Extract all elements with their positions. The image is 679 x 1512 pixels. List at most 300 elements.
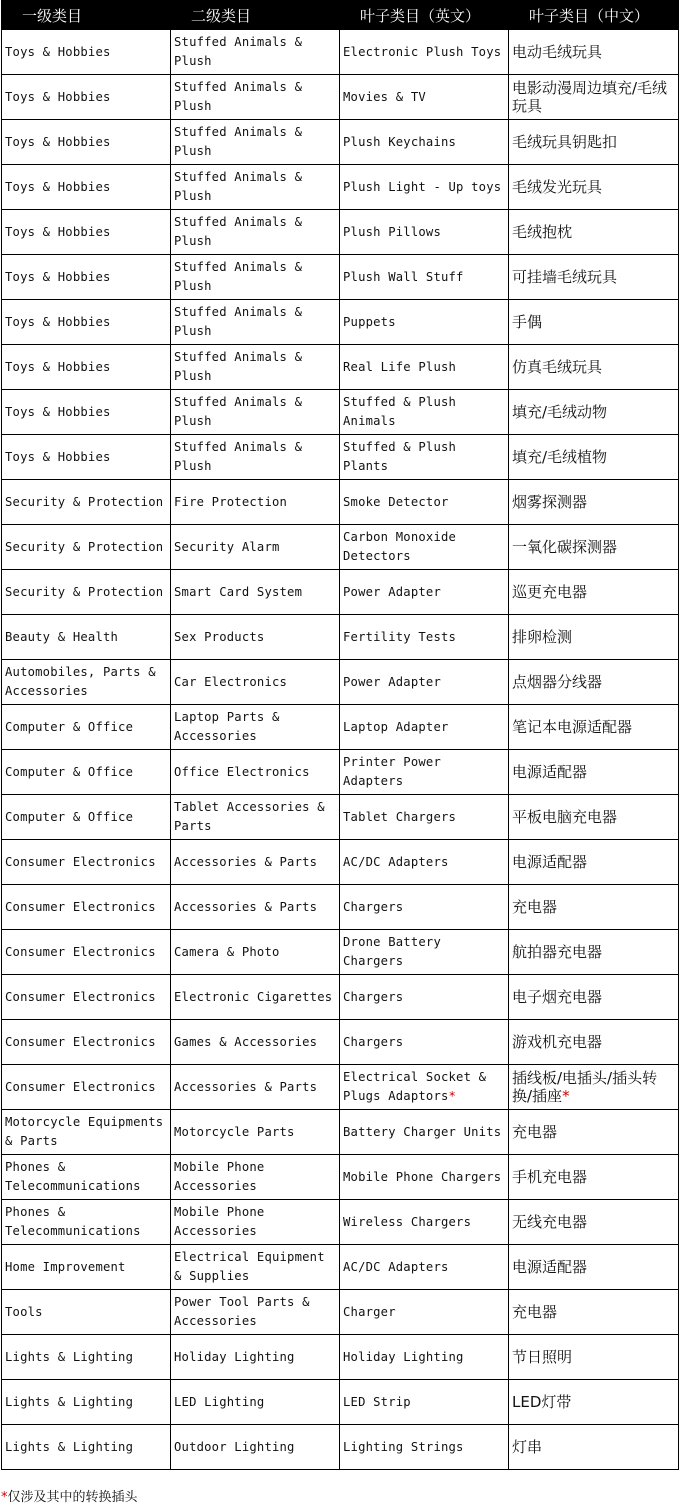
cell-level2 xyxy=(171,165,340,210)
table-row xyxy=(2,435,679,480)
cell-leaf-zh xyxy=(509,30,679,75)
cell-level2-text: Car Electronics xyxy=(174,674,288,689)
cell-leaf-zh xyxy=(509,1380,679,1425)
footnote xyxy=(1,1486,138,1505)
cell-leaf-en-text: Stuffed & Plush Animals xyxy=(343,395,457,428)
cell-level2-text: Stuffed Animals & Plush xyxy=(174,260,303,293)
cell-level2 xyxy=(171,300,340,345)
cell-leaf-zh-text: 毛绒玩具钥匙扣 xyxy=(512,133,618,151)
cell-level2-text: Security Alarm xyxy=(174,539,280,554)
cell-level1-text: Consumer Electronics xyxy=(5,899,156,914)
cell-level2-text: Accessories & Parts xyxy=(174,854,318,869)
cell-leaf-en xyxy=(340,255,509,300)
cell-level2-text: Electronic Cigarettes xyxy=(174,989,333,1004)
table-row xyxy=(2,930,679,975)
cell-level1-text: Lights & Lighting xyxy=(5,1394,134,1409)
cell-level2 xyxy=(171,210,340,255)
table-row xyxy=(2,840,679,885)
asterisk-marker: * xyxy=(448,1089,457,1103)
cell-leaf-zh xyxy=(509,480,679,525)
cell-level2-text: Electrical Equipment & Supplies xyxy=(174,1250,325,1283)
cell-leaf-en xyxy=(340,840,509,885)
cell-level1-text: Toys & Hobbies xyxy=(5,314,111,329)
cell-level1 xyxy=(2,660,171,705)
table-row xyxy=(2,1290,679,1335)
cell-leaf-en-text: LED Strip xyxy=(343,1394,411,1409)
cell-level1 xyxy=(2,1065,171,1110)
cell-level1-text: Tools xyxy=(5,1304,43,1319)
cell-leaf-zh-text: 电影动漫周边填充/毛绒玩具 xyxy=(512,79,668,115)
cell-level1 xyxy=(2,975,171,1020)
cell-leaf-en-text: Printer Power Adapters xyxy=(343,755,441,788)
cell-leaf-zh xyxy=(509,840,679,885)
cell-leaf-en xyxy=(340,705,509,750)
cell-level2 xyxy=(171,1245,340,1290)
cell-leaf-en-text: Plush Keychains xyxy=(343,134,457,149)
cell-level2 xyxy=(171,615,340,660)
cell-level2 xyxy=(171,570,340,615)
cell-leaf-en xyxy=(340,1245,509,1290)
cell-level1 xyxy=(2,480,171,525)
cell-leaf-zh-text: 填充/毛绒动物 xyxy=(512,403,608,421)
table-row xyxy=(2,660,679,705)
cell-level1-text: Security & Protection xyxy=(5,539,164,554)
cell-leaf-zh-text: 毛绒抱枕 xyxy=(512,223,573,241)
cell-level1 xyxy=(2,1200,171,1245)
cell-leaf-zh xyxy=(509,930,679,975)
table-row xyxy=(2,1245,679,1290)
cell-level1 xyxy=(2,570,171,615)
cell-leaf-en xyxy=(340,885,509,930)
cell-leaf-en xyxy=(340,1290,509,1335)
table-row xyxy=(2,570,679,615)
cell-leaf-zh xyxy=(509,660,679,705)
cell-leaf-en xyxy=(340,165,509,210)
cell-leaf-zh xyxy=(509,525,679,570)
cell-leaf-en xyxy=(340,615,509,660)
cell-leaf-zh-text: 插线板/电插头/插头转换/插座 xyxy=(512,1069,658,1105)
cell-level2 xyxy=(171,660,340,705)
cell-level2-text: Stuffed Animals & Plush xyxy=(174,395,303,428)
cell-leaf-zh xyxy=(509,1020,679,1065)
cell-level1 xyxy=(2,300,171,345)
asterisk-marker: * xyxy=(562,1087,570,1105)
cell-level1-text: Consumer Electronics xyxy=(5,1079,156,1094)
cell-level1-text: Toys & Hobbies xyxy=(5,404,111,419)
cell-leaf-zh-text: 灯串 xyxy=(512,1438,543,1456)
cell-leaf-zh xyxy=(509,435,679,480)
cell-level2 xyxy=(171,840,340,885)
cell-level1-text: Toys & Hobbies xyxy=(5,269,111,284)
cell-level1 xyxy=(2,1155,171,1200)
cell-leaf-zh xyxy=(509,1110,679,1155)
cell-level2 xyxy=(171,435,340,480)
cell-level1-text: Toys & Hobbies xyxy=(5,359,111,374)
cell-leaf-zh xyxy=(509,345,679,390)
cell-level2 xyxy=(171,885,340,930)
table-row xyxy=(2,1425,679,1470)
table-row xyxy=(2,795,679,840)
cell-level2 xyxy=(171,30,340,75)
cell-leaf-en xyxy=(340,795,509,840)
cell-level2 xyxy=(171,345,340,390)
table-row xyxy=(2,975,679,1020)
cell-leaf-zh xyxy=(509,885,679,930)
cell-level1-text: Toys & Hobbies xyxy=(5,449,111,464)
cell-level1-text: Toys & Hobbies xyxy=(5,44,111,59)
table-body xyxy=(2,30,679,1470)
cell-leaf-en-text: Smoke Detector xyxy=(343,494,449,509)
cell-leaf-en-text: AC/DC Adapters xyxy=(343,1259,449,1274)
cell-level1-text: Toys & Hobbies xyxy=(5,134,111,149)
cell-leaf-en xyxy=(340,660,509,705)
cell-leaf-en-text: Fertility Tests xyxy=(343,629,457,644)
cell-leaf-en xyxy=(340,570,509,615)
cell-leaf-zh-text: 电动毛绒玩具 xyxy=(512,43,603,61)
cell-leaf-zh-text: 航拍器充电器 xyxy=(512,943,603,961)
cell-level2-text: Tablet Accessories & Parts xyxy=(174,800,325,833)
cell-level1-text: Computer & Office xyxy=(5,809,134,824)
cell-level2 xyxy=(171,1200,340,1245)
cell-leaf-en-text: Plush Light - Up toys xyxy=(343,179,502,194)
cell-level1-text: Consumer Electronics xyxy=(5,944,156,959)
cell-leaf-zh xyxy=(509,615,679,660)
table-row xyxy=(2,1380,679,1425)
cell-leaf-zh-text: 毛绒发光玩具 xyxy=(512,178,603,196)
cell-leaf-zh-text: 平板电脑充电器 xyxy=(512,808,618,826)
cell-leaf-en-text: Power Adapter xyxy=(343,674,441,689)
cell-level1 xyxy=(2,30,171,75)
cell-level2 xyxy=(171,1425,340,1470)
cell-level1-text: Security & Protection xyxy=(5,584,164,599)
cell-level1 xyxy=(2,525,171,570)
header-leaf-en: 叶子类目（英文） xyxy=(340,1,509,30)
cell-leaf-en-text: Chargers xyxy=(343,989,404,1004)
cell-leaf-zh xyxy=(509,210,679,255)
cell-level2-text: Holiday Lighting xyxy=(174,1349,295,1364)
cell-leaf-en xyxy=(340,30,509,75)
cell-level1 xyxy=(2,1020,171,1065)
cell-level2 xyxy=(171,975,340,1020)
cell-level1 xyxy=(2,165,171,210)
cell-level1 xyxy=(2,255,171,300)
cell-level2-text: Power Tool Parts & Accessories xyxy=(174,1295,310,1328)
cell-leaf-zh-text: 排卵检测 xyxy=(512,628,573,646)
cell-level2-text: Laptop Parts & Accessories xyxy=(174,710,280,743)
table-row xyxy=(2,120,679,165)
cell-leaf-en xyxy=(340,525,509,570)
table-row xyxy=(2,1110,679,1155)
table-row xyxy=(2,30,679,75)
cell-leaf-en-text: Battery Charger Units xyxy=(343,1124,502,1139)
cell-leaf-zh-text: 无线充电器 xyxy=(512,1213,588,1231)
table-row xyxy=(2,705,679,750)
cell-level1-text: Computer & Office xyxy=(5,719,134,734)
cell-level1-text: Toys & Hobbies xyxy=(5,224,111,239)
cell-level1-text: Consumer Electronics xyxy=(5,1034,156,1049)
cell-leaf-en-text: Electronic Plush Toys xyxy=(343,44,502,59)
cell-leaf-zh xyxy=(509,1245,679,1290)
cell-level1 xyxy=(2,750,171,795)
footnote-text: 仅涉及其中的转换插头 xyxy=(7,1490,138,1505)
cell-leaf-en xyxy=(340,300,509,345)
cell-level1-text: Toys & Hobbies xyxy=(5,179,111,194)
cell-level2-text: Stuffed Animals & Plush xyxy=(174,440,303,473)
cell-leaf-en-text: Power Adapter xyxy=(343,584,441,599)
cell-level2-text: LED Lighting xyxy=(174,1394,265,1409)
cell-leaf-zh xyxy=(509,165,679,210)
cell-leaf-zh-text: 节日照明 xyxy=(512,1348,573,1366)
cell-level1 xyxy=(2,1245,171,1290)
cell-level1 xyxy=(2,1110,171,1155)
table-row xyxy=(2,1200,679,1245)
cell-leaf-zh xyxy=(509,1065,679,1110)
header-level2: 二级类目 xyxy=(171,1,340,30)
cell-level2 xyxy=(171,75,340,120)
cell-level2-text: Accessories & Parts xyxy=(174,1079,318,1094)
cell-leaf-en xyxy=(340,750,509,795)
cell-level1-text: Toys & Hobbies xyxy=(5,89,111,104)
cell-level2 xyxy=(171,795,340,840)
cell-leaf-zh-text: 手机充电器 xyxy=(512,1168,588,1186)
table-row xyxy=(2,255,679,300)
cell-leaf-en xyxy=(340,1425,509,1470)
cell-level2-text: Mobile Phone Accessories xyxy=(174,1160,265,1193)
cell-level2-text: Games & Accessories xyxy=(174,1034,318,1049)
cell-leaf-en-text: Wireless Chargers xyxy=(343,1214,472,1229)
table-row xyxy=(2,1335,679,1380)
cell-level1 xyxy=(2,1425,171,1470)
cell-level2-text: Mobile Phone Accessories xyxy=(174,1205,265,1238)
cell-leaf-zh xyxy=(509,705,679,750)
cell-leaf-zh-text: 充电器 xyxy=(512,1123,558,1141)
cell-level2-text: Office Electronics xyxy=(174,764,310,779)
cell-level1 xyxy=(2,390,171,435)
table-row xyxy=(2,615,679,660)
cell-leaf-en xyxy=(340,210,509,255)
table-row xyxy=(2,345,679,390)
cell-leaf-zh xyxy=(509,975,679,1020)
cell-level1-text: Lights & Lighting xyxy=(5,1439,134,1454)
cell-leaf-en-text: Plush Pillows xyxy=(343,224,441,239)
cell-leaf-zh xyxy=(509,1425,679,1470)
cell-level2 xyxy=(171,525,340,570)
header-row xyxy=(2,1,679,30)
cell-leaf-zh-text: 仿真毛绒玩具 xyxy=(512,358,603,376)
cell-level2 xyxy=(171,1020,340,1065)
cell-level2-text: Accessories & Parts xyxy=(174,899,318,914)
table-row xyxy=(2,480,679,525)
cell-leaf-en xyxy=(340,1155,509,1200)
cell-leaf-zh xyxy=(509,120,679,165)
cell-leaf-en xyxy=(340,1110,509,1155)
cell-leaf-en xyxy=(340,435,509,480)
cell-level2 xyxy=(171,1110,340,1155)
cell-level2-text: Fire Protection xyxy=(174,494,288,509)
cell-leaf-zh-text: 游戏机充电器 xyxy=(512,1033,603,1051)
cell-level2-text: Stuffed Animals & Plush xyxy=(174,305,303,338)
cell-level2 xyxy=(171,705,340,750)
table-row xyxy=(2,1020,679,1065)
cell-leaf-zh xyxy=(509,1155,679,1200)
cell-leaf-en-text: Chargers xyxy=(343,899,404,914)
cell-leaf-zh-text: 电子烟充电器 xyxy=(512,988,603,1006)
table-row xyxy=(2,75,679,120)
cell-leaf-zh-text: 烟雾探测器 xyxy=(512,493,588,511)
cell-level1 xyxy=(2,840,171,885)
cell-leaf-en-text: Puppets xyxy=(343,314,396,329)
cell-leaf-en xyxy=(340,1020,509,1065)
cell-level1-text: Computer & Office xyxy=(5,764,134,779)
cell-leaf-zh-text: 电源适配器 xyxy=(512,763,588,781)
cell-leaf-en-text: Mobile Phone Chargers xyxy=(343,1169,502,1184)
cell-leaf-en-text: Electrical Socket & Plugs Adaptors xyxy=(343,1070,487,1103)
cell-leaf-en-text: Stuffed & Plush Plants xyxy=(343,440,457,473)
cell-leaf-en xyxy=(340,390,509,435)
cell-leaf-zh-text: 巡更充电器 xyxy=(512,583,588,601)
cell-leaf-en-text: Laptop Adapter xyxy=(343,719,449,734)
cell-level1-text: Lights & Lighting xyxy=(5,1349,134,1364)
cell-level1-text: Security & Protection xyxy=(5,494,164,509)
cell-level1 xyxy=(2,435,171,480)
cell-level2-text: Stuffed Animals & Plush xyxy=(174,170,303,203)
cell-level2-text: Outdoor Lighting xyxy=(174,1439,295,1454)
cell-level2 xyxy=(171,750,340,795)
cell-leaf-en-text: Chargers xyxy=(343,1034,404,1049)
cell-level1-text: Motorcycle Equipments & Parts xyxy=(5,1115,164,1148)
cell-level2 xyxy=(171,1290,340,1335)
cell-leaf-en xyxy=(340,345,509,390)
cell-leaf-zh-text: 电源适配器 xyxy=(512,1258,588,1276)
cell-level1 xyxy=(2,1380,171,1425)
cell-leaf-zh xyxy=(509,570,679,615)
cell-level1-text: Consumer Electronics xyxy=(5,854,156,869)
cell-leaf-zh xyxy=(509,1290,679,1335)
cell-leaf-en xyxy=(340,1065,509,1110)
header-leaf-zh: 叶子类目（中文） xyxy=(509,1,679,30)
cell-leaf-zh-text: 可挂墙毛绒玩具 xyxy=(512,268,618,286)
table-row xyxy=(2,300,679,345)
cell-leaf-en-text: Lighting Strings xyxy=(343,1439,464,1454)
cell-leaf-zh-text: 充电器 xyxy=(512,1303,558,1321)
cell-level2-text: Stuffed Animals & Plush xyxy=(174,80,303,113)
cell-leaf-zh xyxy=(509,1200,679,1245)
table-row xyxy=(2,750,679,795)
cell-level1 xyxy=(2,705,171,750)
cell-level1 xyxy=(2,1290,171,1335)
header-level1: 一级类目 xyxy=(2,1,171,30)
cell-level2 xyxy=(171,1065,340,1110)
cell-leaf-en-text: Holiday Lighting xyxy=(343,1349,464,1364)
cell-leaf-en-text: Plush Wall Stuff xyxy=(343,269,464,284)
cell-level1-text: Phones & Telecommunications xyxy=(5,1160,141,1193)
cell-leaf-en-text: AC/DC Adapters xyxy=(343,854,449,869)
cell-level2-text: Sex Products xyxy=(174,629,265,644)
cell-level1 xyxy=(2,345,171,390)
cell-leaf-en-text: Drone Battery Chargers xyxy=(343,935,441,968)
cell-leaf-zh xyxy=(509,750,679,795)
cell-leaf-zh xyxy=(509,1335,679,1380)
cell-leaf-zh-text: LED灯带 xyxy=(512,1393,572,1411)
cell-level2-text: Smart Card System xyxy=(174,584,303,599)
cell-leaf-en xyxy=(340,480,509,525)
cell-leaf-en xyxy=(340,1200,509,1245)
cell-leaf-zh-text: 填充/毛绒植物 xyxy=(512,448,608,466)
cell-leaf-zh-text: 电源适配器 xyxy=(512,853,588,871)
cell-level2 xyxy=(171,390,340,435)
cell-level2-text: Stuffed Animals & Plush xyxy=(174,125,303,158)
cell-leaf-zh xyxy=(509,795,679,840)
cell-level2 xyxy=(171,1155,340,1200)
cell-leaf-zh xyxy=(509,75,679,120)
cell-leaf-zh xyxy=(509,390,679,435)
cell-level2-text: Stuffed Animals & Plush xyxy=(174,350,303,383)
cell-level2-text: Stuffed Animals & Plush xyxy=(174,35,303,68)
table-row xyxy=(2,390,679,435)
cell-level1 xyxy=(2,795,171,840)
cell-level2-text: Motorcycle Parts xyxy=(174,1124,295,1139)
cell-level1-text: Phones & Telecommunications xyxy=(5,1205,141,1238)
cell-level2 xyxy=(171,930,340,975)
cell-leaf-zh xyxy=(509,300,679,345)
cell-level1 xyxy=(2,75,171,120)
cell-leaf-en-text: Real Life Plush xyxy=(343,359,457,374)
cell-level1-text: Beauty & Health xyxy=(5,629,119,644)
cell-leaf-zh-text: 一氧化碳探测器 xyxy=(512,538,618,556)
cell-leaf-zh-text: 充电器 xyxy=(512,898,558,916)
cell-level2 xyxy=(171,1335,340,1380)
cell-level1 xyxy=(2,930,171,975)
cell-level1-text: Automobiles, Parts & Accessories xyxy=(5,665,156,698)
cell-level1 xyxy=(2,120,171,165)
cell-leaf-en-text: Movies & TV xyxy=(343,89,426,104)
cell-leaf-en xyxy=(340,1335,509,1380)
cell-level2-text: Stuffed Animals & Plush xyxy=(174,215,303,248)
cell-leaf-zh xyxy=(509,255,679,300)
table-row xyxy=(2,885,679,930)
cell-leaf-en-text: Carbon Monoxide Detectors xyxy=(343,530,457,563)
cell-leaf-zh-text: 点烟器分线器 xyxy=(512,673,603,691)
cell-level2 xyxy=(171,255,340,300)
cell-level1-text: Consumer Electronics xyxy=(5,989,156,1004)
cell-leaf-en-text: Tablet Chargers xyxy=(343,809,457,824)
cell-leaf-en xyxy=(340,75,509,120)
table-row xyxy=(2,210,679,255)
cell-leaf-zh-text: 手偶 xyxy=(512,313,543,331)
table-row xyxy=(2,1065,679,1110)
cell-level1 xyxy=(2,210,171,255)
cell-level2 xyxy=(171,120,340,165)
cell-leaf-en xyxy=(340,1380,509,1425)
table-row xyxy=(2,1155,679,1200)
category-table xyxy=(1,0,679,1470)
table-row xyxy=(2,525,679,570)
cell-level2 xyxy=(171,1380,340,1425)
footnote-marker: * xyxy=(1,1490,8,1505)
cell-leaf-en xyxy=(340,120,509,165)
cell-leaf-en xyxy=(340,975,509,1020)
cell-level1 xyxy=(2,615,171,660)
cell-leaf-en-text: Charger xyxy=(343,1304,396,1319)
cell-level1-text: Home Improvement xyxy=(5,1259,126,1274)
cell-level1 xyxy=(2,1335,171,1380)
cell-leaf-en xyxy=(340,930,509,975)
cell-leaf-zh-text: 笔记本电源适配器 xyxy=(512,718,633,736)
table-row xyxy=(2,165,679,210)
cell-level2-text: Camera & Photo xyxy=(174,944,280,959)
cell-level2 xyxy=(171,480,340,525)
cell-level1 xyxy=(2,885,171,930)
